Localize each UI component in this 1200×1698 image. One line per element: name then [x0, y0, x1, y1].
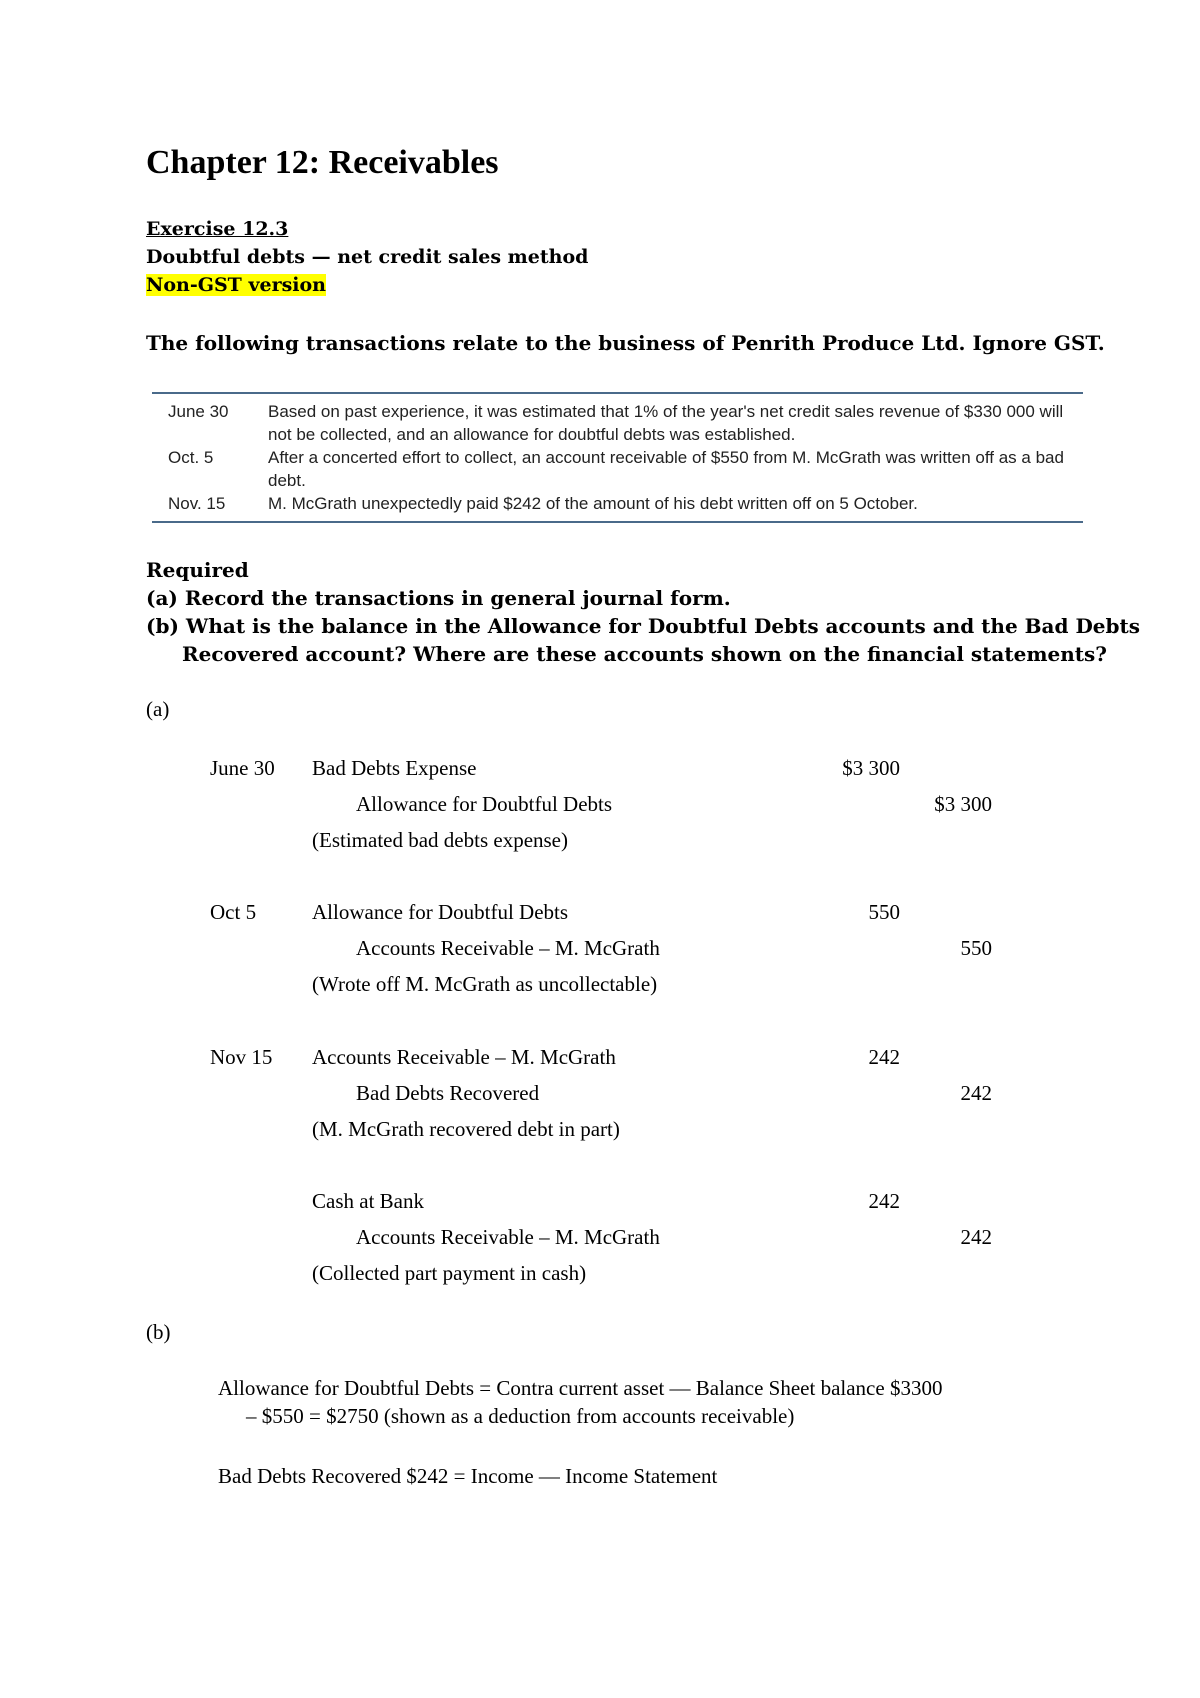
credit-amount: $3 300	[934, 792, 992, 816]
entry-date: Nov 15	[210, 1045, 273, 1069]
table-row	[152, 492, 1083, 522]
required-b-line2: Recovered account? Where are these accounts shown on the financial statements?	[182, 642, 1107, 666]
transaction-text: M. McGrath unexpectedly paid $242 of the amount of his debt written off on 5 October.	[268, 494, 918, 513]
answer-allowance-line1: Allowance for Doubtful Debts = Contra current asset — Balance Sheet balance $3300	[218, 1376, 943, 1400]
debit-amount: 550	[868, 900, 900, 924]
version-label: Non-GST version	[146, 274, 326, 296]
entry-date: June 30	[210, 756, 275, 780]
entry-date: Oct 5	[210, 900, 257, 924]
exercise-number: Exercise 12.3	[146, 218, 289, 240]
debit-account: Allowance for Doubtful Debts	[312, 900, 569, 924]
exercise-subtitle: Doubtful debts — net credit sales method	[146, 246, 589, 268]
part-a-label: (a)	[146, 697, 170, 721]
table-row	[152, 393, 1083, 446]
required-heading: Required	[146, 558, 249, 582]
entry-narration: (Estimated bad debts expense)	[312, 828, 568, 852]
debit-amount: 242	[868, 1045, 900, 1069]
required-a: (a) Record the transactions in general journal form.	[146, 586, 731, 610]
entry-narration: (Wrote off M. McGrath as uncollectable)	[312, 972, 658, 996]
entry-narration: (M. McGrath recovered debt in part)	[312, 1117, 620, 1141]
page-title: Chapter 12: Receivables	[146, 144, 499, 181]
transaction-date: June 30	[168, 402, 229, 421]
transactions-table	[152, 392, 1083, 523]
credit-account: Accounts Receivable – M. McGrath	[356, 1225, 660, 1249]
credit-amount: 242	[960, 1225, 992, 1249]
required-b-line1: (b) What is the balance in the Allowance for Doubtful Debts accounts and the Bad Debts	[146, 614, 1141, 638]
table-row	[152, 446, 1083, 492]
credit-amount: 242	[960, 1081, 992, 1105]
transaction-text: Based on past experience, it was estimated that 1% of the year's net credit sales revenue of $330 000 will not be collected, and an allowance for doubtful debts was established.	[268, 402, 1064, 444]
debit-amount: $3 300	[842, 756, 900, 780]
entry-narration: (Collected part payment in cash)	[312, 1261, 587, 1285]
transaction-text: After a concerted effort to collect, an account receivable of $550 from M. McGrath was written off as a bad debt.	[268, 448, 1064, 490]
answer-recovered: Bad Debts Recovered $242 = Income — Income Statement	[218, 1464, 718, 1488]
debit-account: Cash at Bank	[312, 1189, 424, 1213]
credit-account: Allowance for Doubtful Debts	[356, 792, 613, 816]
answer-allowance-line2: – $550 = $2750 (shown as a deduction from accounts receivable)	[246, 1404, 795, 1428]
debit-account: Bad Debts Expense	[312, 756, 477, 780]
debit-amount: 242	[868, 1189, 900, 1213]
part-b-label: (b)	[146, 1320, 171, 1344]
transaction-date: Nov. 15	[168, 494, 226, 513]
intro-text: The following transactions relate to the business of Penrith Produce Ltd. Ignore GST.	[146, 331, 1105, 355]
credit-account: Accounts Receivable – M. McGrath	[356, 936, 660, 960]
debit-account: Accounts Receivable – M. McGrath	[312, 1045, 616, 1069]
credit-account: Bad Debts Recovered	[356, 1081, 540, 1105]
credit-amount: 550	[960, 936, 992, 960]
transaction-date: Oct. 5	[168, 448, 214, 467]
